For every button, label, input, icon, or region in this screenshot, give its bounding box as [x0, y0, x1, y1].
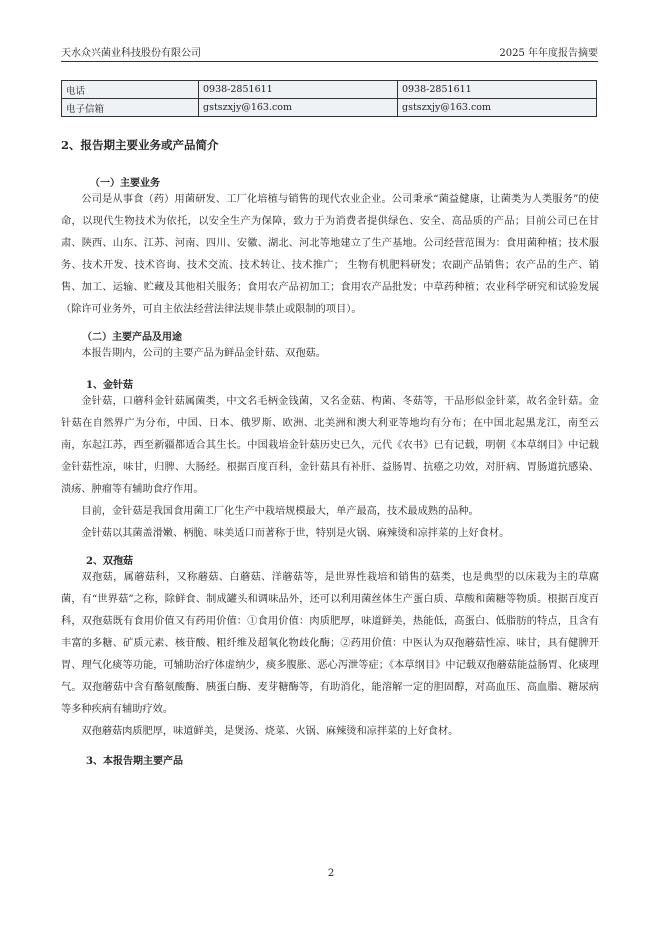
table-cell-label: 电话: [62, 81, 199, 99]
header-rule: [61, 61, 598, 62]
table-cell-value: gstszxjy@163.com: [199, 99, 398, 117]
item-heading-enoki: 1、金针菇: [86, 380, 133, 391]
paragraph-enoki-description: 金针菇，口蘑科金针菇属菌类，中文名毛柄金钱菌，又名金菇、构菌、冬菇等，干品形似金针菜，故名金针菇。金针菇在自然界广为分布，中国、日本、俄罗斯、欧洲、北美洲和澳大利亚等地均有分布；在中国北起黑龙江，南至云南，东起江苏，西至新疆都适合其生长。中国栽培金针菇历史已久，元代《农书》已有记载，明朝《本草纲目》中记载金针菇性凉，味甘，归脾、大肠经。根据百度百科，金针菇具有补肝、益肠胃、抗癌之功效，对肝病、胃肠道抗感染、溃疡、肿瘤等有辅助食疗作用。: [61, 396, 599, 495]
paragraph-button-mushroom-description: 双孢菇，属蘑菇科，又称蘑菇、白蘑菇、洋蘑菇等，是世界性栽培和销售的菇类，也是典型的以床栽为主的草腐菌，有“世界菇”之称，除鲜食、制成罐头和调味品外，还可以利用菌丝体生产蛋白质、草酸和菌糖等物质。根据百度百科，双孢菇既有食用价值又有药用价值：①食用价值：肉质肥厚，味道鲜美，热能低，高蛋白、低脂肪的特点，且含有丰富的多糖、矿质元素、核苷酸、粗纤维及超氧化物歧化酶；②药用价值：中医认为双孢蘑菇性凉、味甘，具有健脾开胃、理气化痰等功能，可辅助治疗体虚纳少，痰多腹胀、恶心泻泄等症；《本草纲目》中记载双孢蘑菇能益肠胃、化痰理气。双孢蘑菇中含有酪氨酸酶、胰蛋白酶、麦芽糖酶等，有助消化，能溶解一定的胆固醇，对高血压、高血脂、糖尿病等多种疾病有辅助疗效。: [61, 572, 599, 715]
contact-table: [61, 80, 597, 117]
header-company: 天水众兴菌业科技股份有限公司: [61, 48, 201, 59]
item-heading-button-mushroom: 2、双孢菇: [86, 556, 133, 567]
section-heading: 2、报告期主要业务或产品简介: [61, 138, 219, 152]
paragraph-enoki-use: 金针菇以其菌盖滑嫩、柄脆、味美适口而著称于世，特别是火锅、麻辣烫和凉拌菜的上好食材。: [81, 528, 510, 539]
paragraph-main-business: 公司是从事食（药）用菌研发、工厂化培植与销售的现代农业企业。公司秉承“菌益健康，让菌类为人类服务”的使命，以现代生物技术为依托，以安全生产为保障，致力于为消费者提供绿色、安全、高品质的产品；目前公司已在甘肃、陕西、山东、江苏、河南、四川、安徽、湖北、河北等地建立了生产基地。公司经营范围为：食用菌种植；技术服务、技术开发、技术咨询、技术交流、技术转让、技术推广； 生物有机肥料研发；农副产品销售；农产品的生产、销售、加工、运输、贮藏及其他相关服务；食用农产品初加工；食用农产品批发；中草药种植；农业科学研究和试验发展（除许可业务外，可自主依法经营法律法规非禁止或限制的项目）。: [61, 194, 599, 315]
subsection-heading-main-products: （二）主要产品及用途: [82, 332, 182, 343]
paragraph-products-intro: 本报告期内，公司的主要产品为鲜品金针菇、双孢菇。: [81, 348, 326, 359]
table-cell-value: 0938-2851611: [199, 81, 398, 99]
table-cell-value: gstszxjy@163.com: [398, 99, 597, 117]
paragraph-enoki-scale: 目前，金针菇是我国食用菌工厂化生产中栽培规模最大，单产最高，技术最成熟的品种。: [81, 506, 479, 517]
header-report-title: 2025 年年度报告摘要: [499, 48, 598, 59]
table-cell-value: 0938-2851611: [398, 81, 597, 99]
item-heading-main-products-this-period: 3、本报告期主要产品: [86, 756, 183, 767]
page-number: 2: [327, 868, 335, 879]
table-cell-label: 电子信箱: [62, 99, 199, 117]
subsection-heading-main-business: （一）主要业务: [90, 178, 160, 189]
table-row: [62, 81, 597, 99]
paragraph-button-mushroom-use: 双孢蘑菇肉质肥厚，味道鲜美，是煲汤、烧菜、火锅、麻辣烫和凉拌菜的上好食材。: [81, 726, 459, 737]
table-row: [62, 99, 597, 117]
